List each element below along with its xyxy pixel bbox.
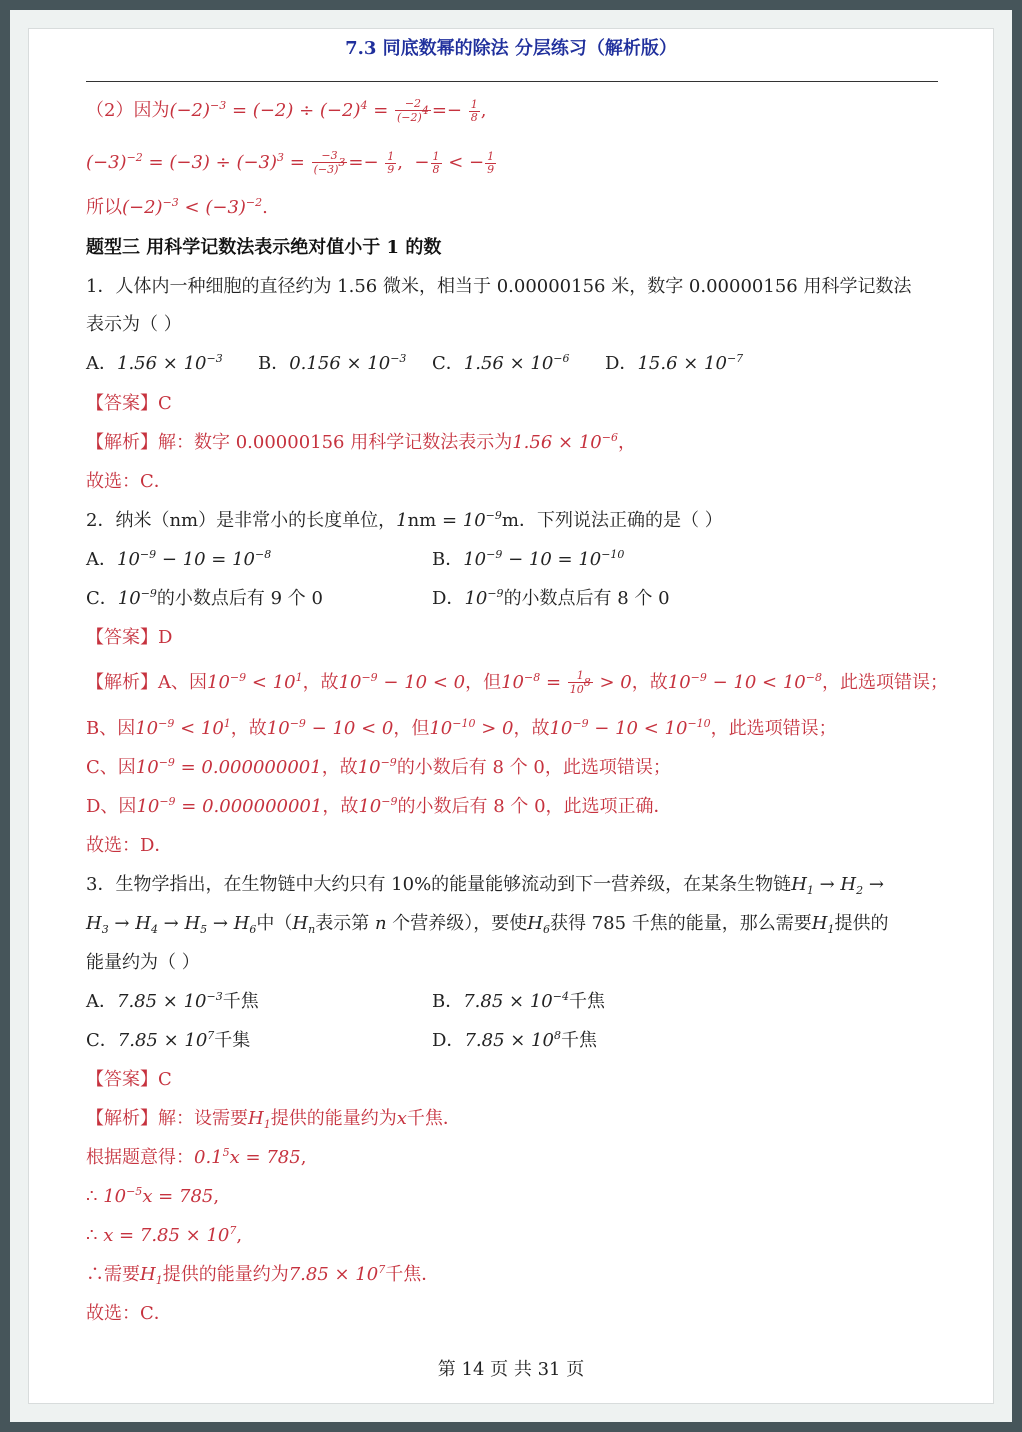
page-header-title: 7.3 同底数幂的除法 分层练习（解析版） (345, 38, 677, 59)
q2-option-b[interactable]: B．$10^{-9} - 10 = 10^{-10}$ (432, 548, 625, 570)
q2-stem: 2．纳米（nm）是非常小的长度单位，$1nm = 10^{-9}m$．下列说法正确的是（ ） (86, 509, 723, 531)
q3-option-c[interactable]: C．$7.85 \times 10^7$千集 (86, 1029, 251, 1051)
q1-conclusion: 故选：C． (86, 471, 172, 492)
q3-step-1: 根据题意得：$0.1^5x = 785$, (86, 1146, 307, 1168)
q2-analysis-c: C、因$10^{-9} = 0.000000001$，故$10^{-9}$的小数后有 8 个 0，此选项错误； (86, 756, 671, 778)
q2-conclusion: 故选：D． (86, 835, 173, 856)
page-frame (10, 10, 1012, 1422)
q2-option-c[interactable]: C．$10^{-9}$的小数点后有 9 个 0 (86, 587, 323, 609)
q2-option-a[interactable]: A．$10^{-9} - 10 = 10^{-8}$ (86, 548, 272, 570)
q3-step-2: ∴ $10^{-5}x = 785$, (86, 1185, 220, 1207)
q1-option-c[interactable]: C．$1.56 \times 10^{-6}$ (432, 352, 570, 374)
q2-option-d[interactable]: D．$10^{-9}$的小数点后有 8 个 0 (432, 587, 670, 609)
q1-option-b[interactable]: B．$0.156 \times 10^{-3}$ (258, 352, 407, 374)
q3-option-a[interactable]: A．$7.85 \times 10^{-3}$千焦 (86, 990, 259, 1012)
q1-option-d[interactable]: D．$15.6 \times 10^{-7}$ (605, 352, 744, 374)
q2-analysis-a: 【解析】A、因$10^{-9} < 10^1$，故$10^{-9} - 10 < 0$，但$10^{-8}$ = $\frac{1}{10^8}$ > 0，故$10^{-9} - 10 < 10^{-8}$，此选项错误； (86, 669, 948, 696)
q2-analysis-d: D、因$10^{-9} = 0.000000001$，故$10^{-9}$的小数后有 8 个 0，此选项正确． (86, 795, 672, 817)
header-rule (86, 81, 938, 82)
q3-answer: 【答案】C (86, 1069, 172, 1090)
prev-solution-line-2: $(-3)^{-2} = (-3) \div (-3)^3$ = $\frac{-3}{(-3)^3}$ =− $\frac{1}{9}$ , − $\frac{1}{8}$ < − $\frac{1}{9}$ (86, 149, 495, 176)
q3-option-b[interactable]: B．$7.85 \times 10^{-4}$千焦 (432, 990, 605, 1012)
q2-answer: 【答案】D (86, 627, 173, 648)
q3-option-d[interactable]: D．$7.85 \times 10^8$千焦 (432, 1029, 597, 1051)
q1-analysis: 【解析】解：数字 0.00000156 用科学记数法表示为$1.56 \times 10^{-6}$， (86, 431, 636, 453)
q3-stem-line-3: 能量约为（ ） (86, 952, 200, 973)
q3-analysis: 【解析】解：设需要$H_1$提供的能量约为x千焦． (86, 1108, 461, 1131)
q3-step-4: ∴需要$H_1$提供的能量约为$7.85 \times 10^7$千焦． (86, 1263, 440, 1287)
page-footer: 第 14 页 共 31 页 (437, 1359, 585, 1380)
q1-stem-line-1: 1．人体内一种细胞的直径约为 1.56 微米，相当于 0.00000156 米，数字 0.00000156 用科学记数法 (86, 276, 912, 297)
q3-conclusion: 故选：C． (86, 1303, 172, 1324)
q1-option-a[interactable]: A．$1.56 \times 10^{-3}$ (86, 352, 223, 374)
q1-answer: 【答案】C (86, 393, 172, 414)
q3-stem-line-2: $H_3 \to H_4 \to H_5 \to H_6$中（$H_n$表示第 n 个营养级），要使$H_6$获得 785 千焦的能量，那么需要$H_1$提供的 (86, 913, 889, 936)
q2-analysis-b: B、因$10^{-9} < 10^1$，故$10^{-9} - 10 < 0$，但$10^{-10} > 0$，故$10^{-9} - 10 < 10^{-10}$，此选项错误； (86, 717, 837, 739)
prev-solution-line-3: 所以$(-2)^{-3} < (-3)^{-2}$. (86, 196, 268, 218)
q1-stem-line-2: 表示为（ ） (86, 314, 182, 335)
prev-solution-line-1: （2）因为$(-2)^{-3} = (-2) \div (-2)^4$ = $\frac{-2}{(-2)^4}$ =− $\frac{1}{8}$ , (86, 97, 487, 124)
q3-step-3: ∴ $x = 7.85 \times 10^7$, (86, 1224, 243, 1246)
section-title: 题型三 用科学记数法表示绝对值小于 1 的数 (86, 237, 442, 258)
q3-stem-line-1: 3．生物学指出，在生物链中大约只有 10%的能量能够流动到下一营养级，在某条生物链$H_1 \to H_2$ → (86, 874, 884, 897)
